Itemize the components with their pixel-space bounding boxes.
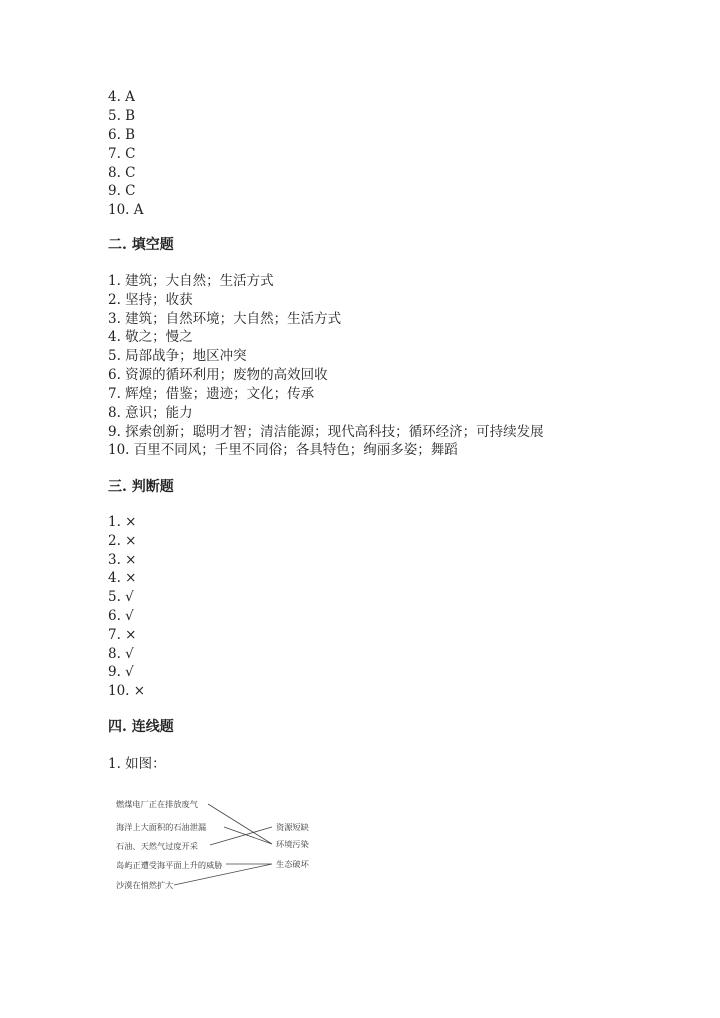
true-false-answer: 4. ×: [108, 570, 137, 586]
section-heading-true-false: 三. 判断题: [108, 479, 174, 495]
left-item: 石油、天然气过度开采: [116, 841, 198, 851]
true-false-answer: 8. √: [108, 646, 134, 662]
right-items: [276, 822, 310, 869]
connector-line: [208, 804, 272, 844]
choice-answer: 10. A: [108, 202, 144, 218]
choice-answer: 4. A: [108, 89, 135, 105]
left-item: 海洋上大面积的石油泄漏: [116, 822, 207, 832]
connector-line: [224, 827, 272, 844]
fill-blank-answer: 3. 建筑；自然环境；大自然；生活方式: [108, 311, 342, 327]
fill-blank-answer: 7. 辉煌；借鉴；遗迹；文化；传承: [108, 386, 315, 402]
left-items: [116, 799, 223, 890]
right-item: 生态破坏: [276, 859, 309, 869]
true-false-answer: 3. ×: [108, 552, 137, 568]
section-heading-matching: 四. 连线题: [108, 719, 174, 735]
right-item: 资源短缺: [276, 822, 309, 832]
section-heading-fill-blank: 二. 填空题: [108, 237, 174, 253]
true-false-answer: 1. ×: [108, 514, 137, 530]
fill-blank-answer: 6. 资源的循环利用；废物的高效回收: [108, 367, 328, 383]
choice-answer: 5. B: [108, 108, 136, 124]
connector-line: [210, 827, 272, 845]
choice-answer: 8. C: [108, 165, 136, 181]
fill-blank-answer: 8. 意识；能力: [108, 405, 193, 421]
true-false-answer: 2. ×: [108, 533, 137, 549]
choice-answer: 7. C: [108, 146, 136, 162]
true-false-answer: 5. √: [108, 589, 134, 605]
matching-answer: 1. 如图：: [108, 756, 166, 772]
true-false-answer: 9. √: [108, 664, 134, 680]
choice-answer: 9. C: [108, 183, 136, 199]
choice-answer: 6. B: [108, 127, 136, 143]
true-false-answer: 6. √: [108, 608, 134, 624]
fill-blank-answer: 1. 建筑；大自然；生活方式: [108, 273, 274, 289]
left-item: 燃煤电厂正在排放废气: [116, 799, 198, 809]
left-item: 岛屿正遭受海平面上升的威胁: [116, 860, 223, 870]
true-false-answer: 10. ×: [108, 683, 146, 699]
left-item: 沙漠在悄然扩大: [116, 880, 174, 890]
right-item: 环境污染: [276, 839, 309, 849]
fill-blank-answer: 10. 百里不同风；千里不同俗；各具特色；绚丽多姿；舞蹈: [108, 442, 458, 458]
fill-blank-answer: 5. 局部战争；地区冲突: [108, 348, 247, 364]
fill-blank-answer: 4. 敬之；慢之: [108, 329, 193, 345]
fill-blank-answer: 9. 探索创新；聪明才智；清洁能源；现代高科技；循环经济；可持续发展: [108, 424, 544, 440]
matching-diagram: [110, 792, 340, 900]
fill-blank-answer: 2. 坚持；收获: [108, 292, 193, 308]
true-false-answer: 7. ×: [108, 627, 137, 643]
